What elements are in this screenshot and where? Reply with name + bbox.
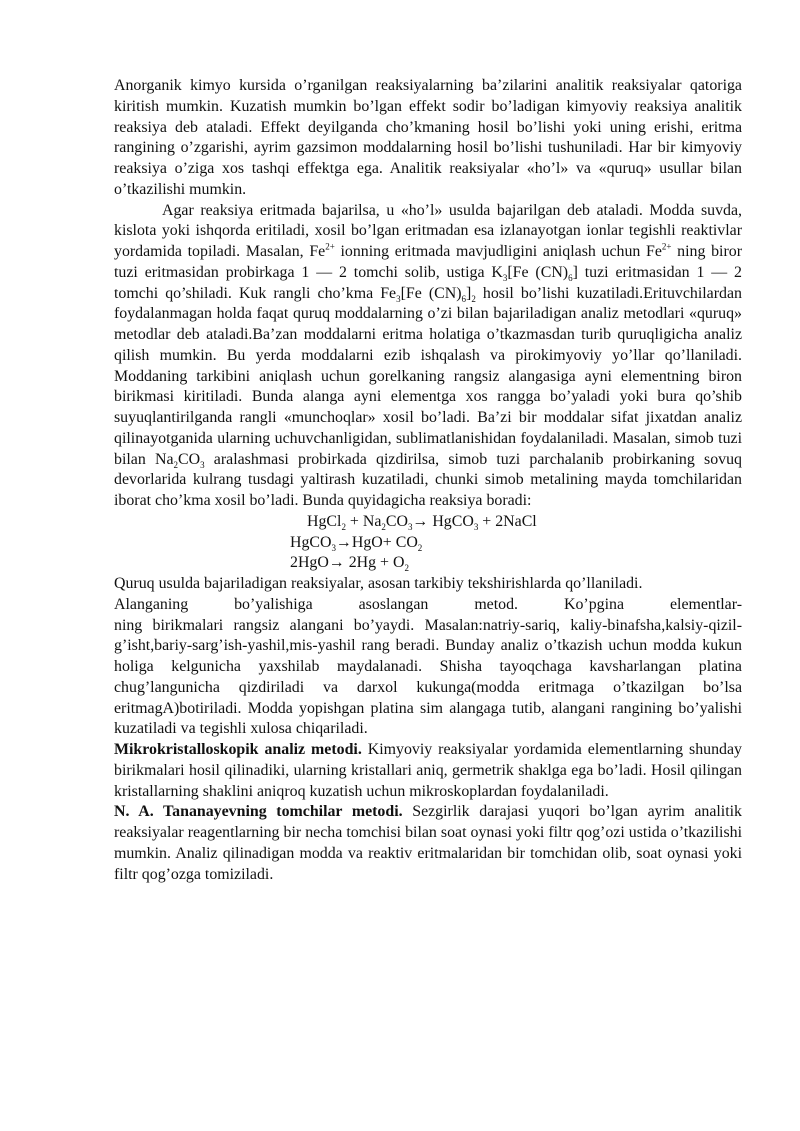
paragraph-intro: Anorganik kimyo kursida o’rganilgan reaksiyalarning ba’zilarini analitik reaksiyalar qatoriga kiritish mumkin. Kuzatish mumkin bo’lgan effekt sodir bo’ladigan kimyoviy reaksiya analitik reaksiya deb ataladi. Effekt deyilganda cho’kmaning hosil bo’lishi yoki uning erishi, eritma rangining o’zgarishi, ayrim gazsimon moddalarning hosil bo’lishi tushuniladi. Har bir kimyoviy reaksiya o’ziga xos tashqi effektga ega. Analitik reaksiyalar «ho’l» va «quruq» usullar bilan o’tkazilishi mumkin. — [114, 77, 742, 198]
heading-microcrystalloscopic: Mikrokristalloskopik analiz metodi. — [114, 741, 362, 758]
paragraph-drop-method: N. A. Tananayevning tomchilar metodi. Sezgirlik darajasi yuqori bo’lgan ayrim analitik reaksiyalar reagentlarning bir necha tomchisi bilan soat oynasi yoki filtr qog’ozi ustida o’tkazilishi mumkin. Analiz qilinadigan modda va reaktiv eritmalaridan bir tomchidan olib, soat oynasi yoki filtr qog’ozga tomiziladi. — [114, 803, 742, 883]
heading-drop-method: N. A. Tananayevning tomchilar metodi. — [114, 803, 403, 821]
document-page — [114, 76, 742, 885]
equation-2: HgCO$_3$→HgO+ $CO_2$ — [290, 533, 423, 553]
paragraph-microcrystalloscopic: Mikrokristalloskopik analiz metodi. Kimyoviy reaksiyalar yordamida elementlarning shunday birikmalari hosil qilinadiki, ularning kristallari aniq, germetrik shaklga ega bo’ladi. Hosil qilingan kristallarning shaklini aniqroq kuzatish uchun mikroskoplardan foydalaniladi. — [114, 741, 742, 800]
paragraph-flame-method-first-line: Alanganing bo’yalishiga asoslangan metod. Ko’pgina elementlar- — [114, 595, 742, 613]
equation-1: HgCl$_2$ + $Na_2CO_3\to$ HgCO$_3$ + 2NaCl — [307, 512, 537, 532]
paragraph-dry-usage: Quruq usulda bajariladigan reaksiyalar, asosan tarkibiy tekshirishlarda qo’llaniladi. — [114, 575, 643, 592]
paragraph-flame-method: ning birikmalari rangsiz alangani bo’yaydi. Masalan:natriy-sariq, kaliy-binafsha,kalsiy-qizil-g’isht,bariy-sarg’ish-yashil,mis-yashil rang beradi. Bunday analiz o’tkazish uchun modda kukun holiga kelgunicha yaxshilab maydalanadi. Shisha tayoqchaga kavsharlangan platina chug’langunicha qizdiriladi va darxol kukunga(modda eritmaga o’tkazilgan bo’lsa eritmagA)botiriladi. Modda yopishgan platina sim alangaga tutib, alangani rangining bo’yalishi kuzatiladi va tegishli xulosa chiqariladi. — [114, 616, 742, 738]
equation-3: $2HgO\to 2Hg + O_2$ — [290, 554, 409, 574]
paragraph-wet-dry-methods: Agar reaksiya eritmada bajarilsa, u «ho’l» usulda bajarilgan deb ataladi. Modda suvda, kislota yoki ishqorda eritiladi, xosil bo’lgan eritmadan esa izlanayotgan ionlar tegishli reaktivlar yordamida topiladi. Masalan, $Fe^{2+}$ ionning eritmada mavjudligini aniqlash uchun $Fe^{2+}$ ning biror tuzi eritmasidan probirkaga 1 — 2 tomchi solib, ustiga $K_3[Fe$ $(CN)_6$] tuzi eritmasidan 1 — 2 tomchi qo’shiladi. Kuk rangli cho’kma $Fe_3[Fe$ $(CN)_6]_2$ hosil bo’lishi kuzatiladi.Erituvchilardan foydalanmagan holda faqat quruq moddalarning o’zi bilan bajariladigan analiz metodlari «quruq» metodlar deb ataladi.Ba’zan moddalarni eritma holatiga o’tkazmasdan turib quruqligicha analiz qilish mumkin. Bu yerda moddalarni ezib ishqalash va pirokimyoviy yo’llar qo’llaniladi. Moddaning tarkibini aniqlash uchun gorelkaning rangsiz alangasiga ayni elementning biron birikmasi kiritiladi. Bunda alanga ayni elementga xos rangga bo’yaladi yoki bura qo’shib suyuqlantirilganda rangli «munchoqlar» xosil bo’ladi. Ba’zi bir moddalar sifat jixatdan analiz qilinayotganida ularning uchuvchanligidan, sublimatlanishidan foydalaniladi. Masalan, simob tuzi bilan $Na_2CO_3$ aralashmasi probirkada qizdirilsa, simob tuzi parchalanib probirkaning sovuq devorlarida kulrang tusdagi yaltirash kuzatiladi, chunki simob metalining mayda tomchilaridan iborat cho’kma xosil bo’ladi. Bunda quyidagicha reaksiya boradi: — [114, 201, 742, 509]
